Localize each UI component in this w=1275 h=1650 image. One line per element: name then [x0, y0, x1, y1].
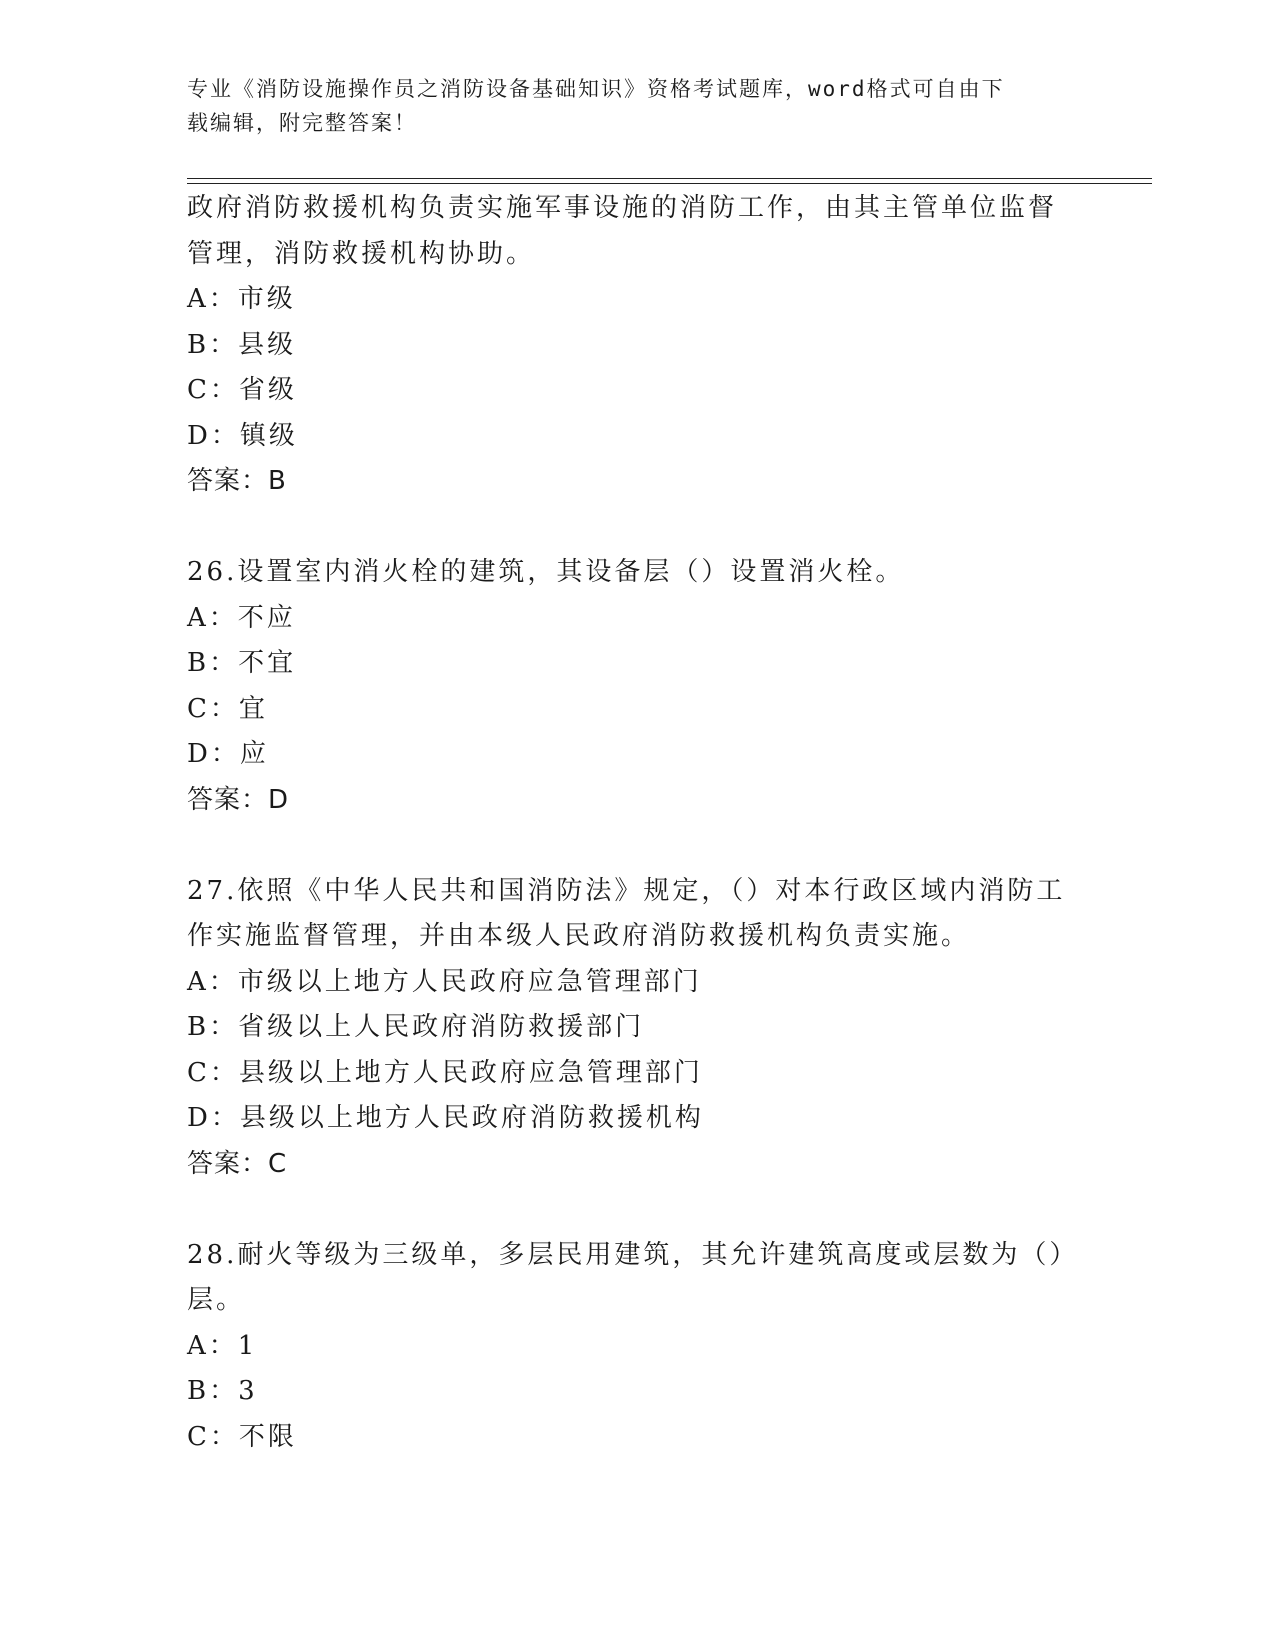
option-d: D：县级以上地方人民政府消防救援机构	[187, 1103, 704, 1133]
question-stem: 层。	[187, 1285, 246, 1315]
question-27	[187, 869, 1087, 1188]
option-a: A：市级以上地方人民政府应急管理部门	[187, 966, 702, 997]
spacer	[187, 505, 1087, 551]
question-stem: 政府消防救援机构负责实施军事设施的消防工作，由其主管单位监督	[187, 193, 1058, 223]
question-stem: 27.依照《中华人民共和国消防法》规定，（）对本行政区域内消防工	[187, 875, 1066, 906]
answer-label: 答案：B	[187, 466, 287, 496]
header-line-2: 载编辑，附完整答案！	[187, 111, 417, 135]
spacer	[187, 823, 1087, 869]
option-b: B：3	[187, 1376, 258, 1406]
header-divider-bottom	[187, 183, 1152, 184]
option-a: A：1	[187, 1330, 258, 1361]
option-c: C：不限	[187, 1421, 297, 1452]
header-divider-top	[187, 178, 1152, 179]
option-d: D：镇级	[187, 420, 298, 451]
option-b: B：省级以上人民政府消防救援部门	[187, 1012, 645, 1042]
option-c: C：省级	[187, 375, 297, 405]
answer-label: 答案：D	[187, 784, 290, 815]
option-c: C：宜	[187, 693, 268, 724]
question-list	[187, 186, 1087, 1460]
spacer	[187, 1187, 1087, 1233]
question-stem: 28.耐火等级为三级单，多层民用建筑，其允许建筑高度或层数为（）	[187, 1239, 1079, 1270]
option-a: A：市级	[187, 284, 296, 314]
option-b: B：县级	[187, 329, 297, 360]
question-28	[187, 1233, 1087, 1461]
option-d: D：应	[187, 739, 269, 769]
answer-label: 答案：C	[187, 1148, 288, 1179]
document-header	[187, 72, 1067, 140]
question-25	[187, 186, 1087, 505]
question-stem: 作实施监督管理，并由本级人民政府消防救援机构负责实施。	[187, 921, 971, 951]
question-26	[187, 550, 1087, 823]
option-c: C：县级以上地方人民政府应急管理部门	[187, 1057, 703, 1088]
option-b: B：不宜	[187, 648, 297, 678]
question-stem: 管理，消防救援机构协助。	[187, 238, 536, 269]
option-a: A：不应	[187, 602, 296, 633]
question-stem: 26.设置室内消火栓的建筑，其设备层（）设置消火栓。	[187, 557, 905, 587]
header-line-1: 专业《消防设施操作员之消防设备基础知识》资格考试题库，word格式可自由下	[187, 77, 1005, 101]
